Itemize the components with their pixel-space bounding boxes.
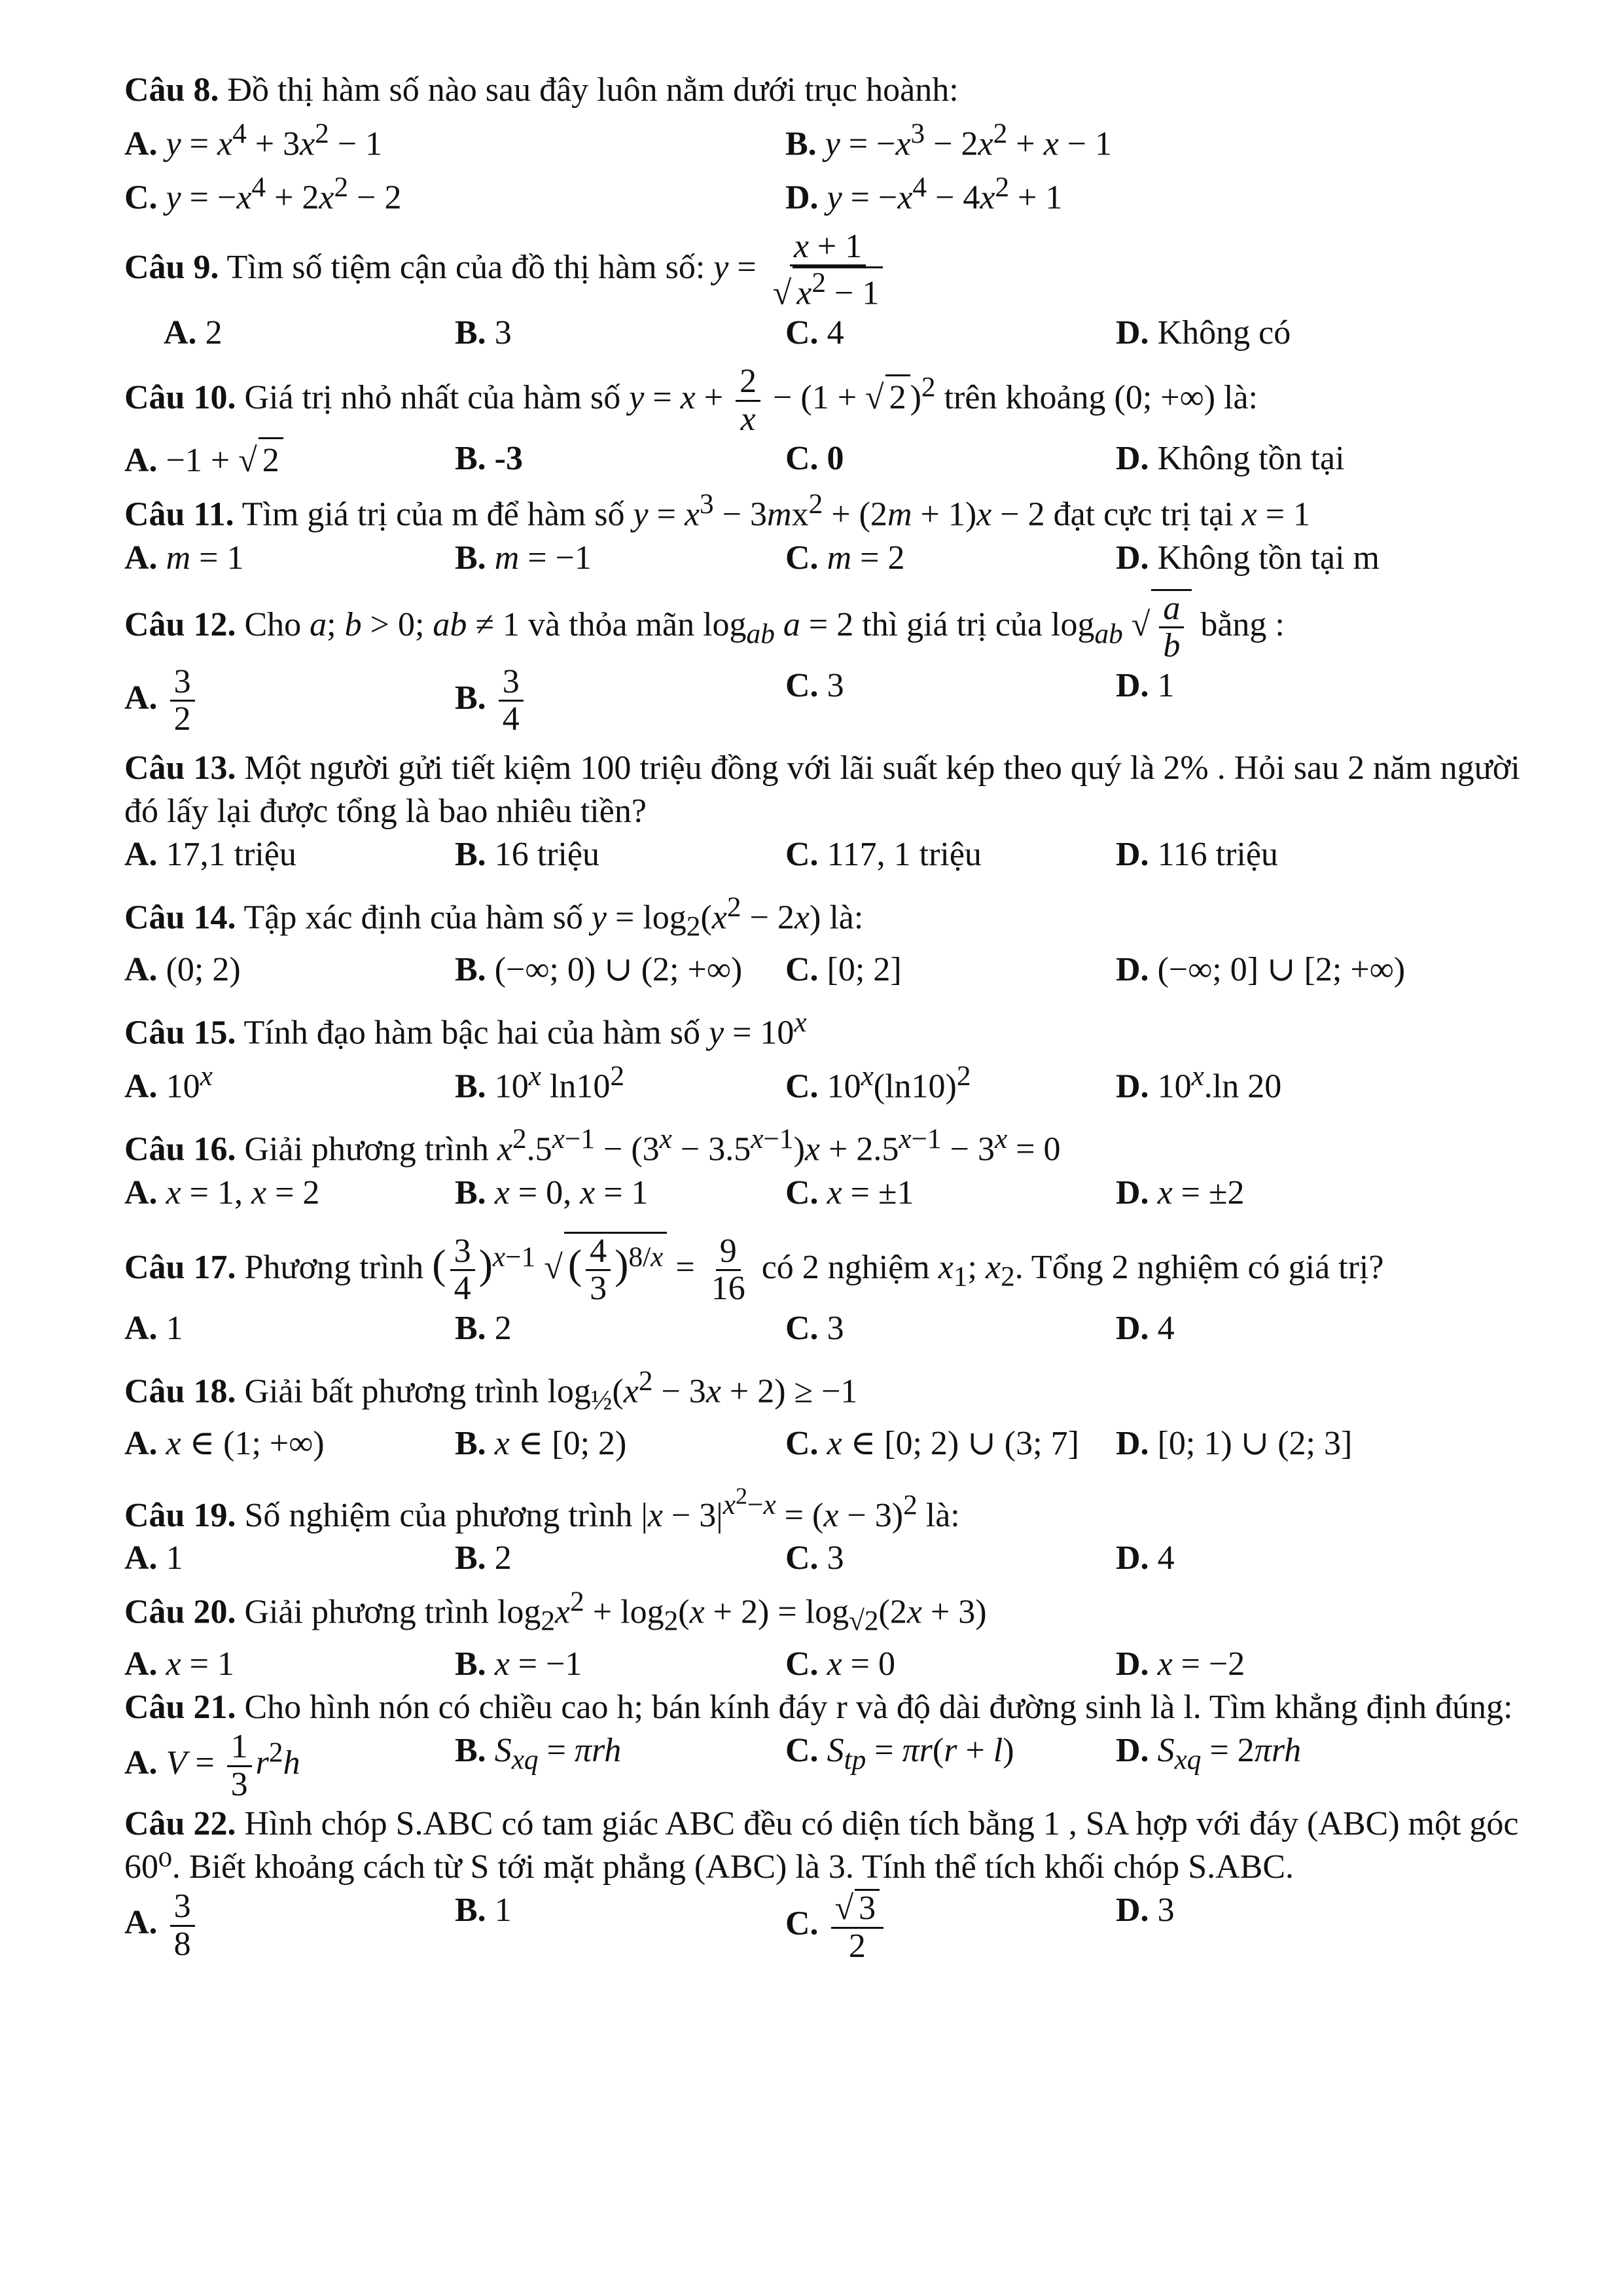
options-row	[124, 1307, 1538, 1350]
question-number: Câu 15.	[124, 1014, 236, 1052]
question-20: Câu 20. Giải phương trình $\log_2x^2 + \log_2(x + 2) = \log_{√2}(2x + 3)$ A. x = 1 B. x = −1 C. x = 0 D. x = −2	[124, 1580, 1538, 1686]
option-b[interactable]: B. 16 triệu	[455, 836, 599, 874]
question-stem: Tìm số tiệm cận của đồ thị hàm số:	[226, 248, 705, 286]
question-number: Câu 16.	[124, 1130, 236, 1168]
question-number: Câu 17.	[124, 1248, 236, 1286]
option-a[interactable]: A. x = 1, x = 2	[124, 1174, 320, 1211]
option-a[interactable]: A. V = $\frac{1}{3}$ $r^2h$	[124, 1728, 300, 1803]
question-16: Câu 16. Giải phương trình $x^2.5^{x-1} - (3^x - 3.5^{x-1})x + 2.5^{x-1} - 3^x = 0$ A. x = 1, x = 2 B. x = 0, x = 1 C. x = ±1 D. x = ±2	[124, 1117, 1538, 1214]
option-c[interactable]: C. m = 2	[785, 539, 905, 577]
option-a[interactable]: A. x = 1	[124, 1645, 234, 1683]
option-c[interactable]: C. $S_{tp} = \pi r(r + l)$	[785, 1732, 1014, 1776]
option-a[interactable]: A. 1	[124, 1539, 183, 1577]
option-d[interactable]: D. [0; 1) ∪ (2; 3]	[1116, 1424, 1353, 1462]
options-row	[124, 166, 1538, 219]
option-c[interactable]: C. $10^x(\ln 10)^2$	[785, 1060, 971, 1105]
question-number: Câu 11.	[124, 495, 234, 533]
options-row	[124, 833, 1538, 876]
question-number: Câu 20.	[124, 1593, 236, 1631]
options-row	[124, 1422, 1538, 1465]
option-b[interactable]: B. 3	[455, 314, 512, 352]
option-b[interactable]: B. m = −1	[455, 539, 592, 577]
question-13: Câu 13. Một người gửi tiết kiệm 100 triệu đồng với lãi suất kép theo quý là 2% . Hỏi sau 2 năm người đó lấy lại được tổng là bao nhiêu tiền? A. 17,1 triệu B. 16 triệu C. 117, 1 triệu D. 116 triệu	[124, 747, 1538, 876]
option-b[interactable]: B. $y = -x^3 - 2x^2 + x - 1$	[785, 118, 1113, 163]
question-11: Câu 11. Tìm giá trị của m để hàm số $y = x^3 - 3mx^2 + (2m + 1)x - 2$ đạt cực trị tại x = 1 A. m = 1 B. m = −1 C. m = 2 D. Không tồn tại m	[124, 482, 1538, 579]
question-12: Câu 12. Cho a; b > 0; ab ≠ 1 và thỏa mãn $\log_{ab} a = 2$ thì giá trị của $\log_{ab}$ √ $\frac{a}{b}$ bằng : A. $\frac{3}{2}$ B. $\frac{3}{4}$ C. 3 D. 1	[124, 589, 1538, 738]
option-c[interactable]: C. 117, 1 triệu	[785, 836, 982, 874]
option-b[interactable]: B. x ∈ [0; 2)	[455, 1424, 627, 1462]
option-d[interactable]: D. x = ±2	[1116, 1174, 1245, 1211]
question-number: Câu 10.	[124, 379, 236, 417]
option-c[interactable]: C. x = ±1	[785, 1174, 914, 1211]
option-a[interactable]: A. 17,1 triệu	[124, 836, 296, 874]
options-row	[124, 312, 1538, 355]
option-a[interactable]: A. (0; 2)	[124, 950, 241, 988]
option-a[interactable]: A. m = 1	[124, 539, 244, 577]
option-a[interactable]: A. $\frac{3}{2}$	[124, 664, 455, 738]
option-d[interactable]: D. 1	[1116, 666, 1175, 704]
exam-page	[124, 69, 1538, 1965]
option-a[interactable]: A. x ∈ (1; +∞)	[124, 1424, 325, 1462]
option-d[interactable]: D. Không có	[1116, 314, 1291, 352]
options-row	[124, 112, 1538, 166]
question-number: Câu 14.	[124, 899, 236, 937]
option-c[interactable]: C. 0	[785, 440, 844, 478]
question-22: Câu 22. Hình chóp S.ABC có tam giác ABC đều có diện tích bằng 1 , SA hợp với đáy (ABC) một góc 60⁰. Biết khoảng cách từ S tới mặt phẳng (ABC) là 3. Tính thể tích khối chóp S.ABC. A. $\frac{3}{8}$ B. 1 C. $\frac{√ 3}{2}$ D. 3	[124, 1803, 1538, 1964]
option-d[interactable]: D. 3	[1116, 1892, 1175, 1929]
formula: y	[713, 248, 729, 286]
formula-fraction: $\frac{x + 1}{√ x^2 - 1}$	[769, 229, 887, 312]
options-row	[124, 1054, 1538, 1108]
question-17: Câu 17. Phương trình ( $\frac{3}{4}$ )$^{x-1}$ √ ( $\frac{4}{3}$ )$^{8/x}$ = $\frac{9}{16}$ có 2 nghiệm $x_1$; $x_2$. Tổng 2 nghiệm có giá trị? A. 1 B. 2 C. 3 D. 4	[124, 1232, 1538, 1350]
option-a[interactable]: A. $\frac{3}{8}$	[124, 1889, 455, 1964]
options-row	[124, 1172, 1538, 1215]
option-d[interactable]: D. $S_{xq} = 2\pi rh$	[1116, 1732, 1302, 1776]
option-d[interactable]: D. (−∞; 0] ∪ [2; +∞)	[1116, 950, 1406, 988]
question-number: Câu 12.	[124, 605, 236, 643]
options-row	[124, 1643, 1538, 1686]
question-number: Câu 9.	[124, 248, 219, 286]
question-number: Câu 8.	[124, 71, 219, 109]
option-b[interactable]: B. -3	[455, 440, 523, 478]
question-number: Câu 13.	[124, 749, 236, 787]
option-c[interactable]: C. 4	[785, 314, 844, 352]
options-row	[124, 537, 1538, 580]
option-d[interactable]: D. 10$^x$.ln 20	[1116, 1060, 1282, 1105]
option-d[interactable]: D. 4	[1116, 1539, 1175, 1577]
option-a[interactable]: A. 2	[164, 314, 223, 352]
option-d[interactable]: D. 4	[1116, 1309, 1175, 1347]
option-d[interactable]: D. $y = -x^4 - 4x^2 + 1$	[785, 171, 1063, 217]
option-b[interactable]: B. 10$^x$ $\ln 10^2$	[455, 1060, 625, 1105]
option-a[interactable]: A. $y = x^4 + 3x^2 - 1$	[124, 118, 383, 163]
question-stem: Đồ thị hàm số nào sau đây luôn nằm dưới trục hoành:	[227, 71, 959, 109]
question-number: Câu 22.	[124, 1805, 236, 1843]
option-b[interactable]: B. $S_{xq} = \pi rh$	[455, 1732, 622, 1776]
question-number: Câu 19.	[124, 1496, 236, 1534]
option-c[interactable]: C. 3	[785, 666, 844, 704]
options-row	[124, 664, 1538, 738]
option-b[interactable]: B. 2	[455, 1309, 512, 1347]
option-d[interactable]: D. Không tồn tại m	[1116, 539, 1380, 577]
options-row	[124, 437, 1538, 482]
question-10: Câu 10. Giá trị nhỏ nhất của hàm số y = x + $\frac{2}{x}$ − (1 + √ 2 )$^2$ trên khoảng (0; +∞) là: A. −1 + √ 2 B. -3 C. 0 D. Không tồn tại	[124, 364, 1538, 482]
option-c[interactable]: C. 3	[785, 1309, 844, 1347]
question-9: Câu 9. Tìm số tiệm cận của đồ thị hàm số: y = $\frac{x + 1}{√ x^2 - 1}$ A. 2 B. 3 C. 4 D. Không có	[124, 229, 1538, 355]
option-c[interactable]: C. [0; 2]	[785, 950, 902, 988]
question-19: Câu 19. Số nghiệm của phương trình $|x - 3|^{x^2-x} = (x - 3)^2$ là: A. 1 B. 2 C. 3 D. 4	[124, 1475, 1538, 1581]
option-a[interactable]: A. 1	[124, 1309, 183, 1347]
option-b[interactable]: B. 2	[455, 1539, 512, 1577]
options-row	[124, 1729, 1538, 1803]
option-b[interactable]: B. x = −1	[455, 1645, 582, 1683]
question-number: Câu 21.	[124, 1689, 236, 1727]
options-row	[124, 1537, 1538, 1580]
option-b[interactable]: B. x = 0, x = 1	[455, 1174, 649, 1211]
options-row	[124, 948, 1538, 992]
question-18: Câu 18. Giải bất phương trình $\log_{\frac{1}{2}}(x^2 - 3x + 2) \ge -1$ A. x ∈ (1; +∞) B. x ∈ [0; 2) C. x ∈ [0; 2) ∪ (3; 7] D. [0; 1) ∪ (2; 3]	[124, 1359, 1538, 1465]
option-b[interactable]: B. $\frac{3}{4}$	[455, 664, 785, 738]
option-c[interactable]: C. x ∈ [0; 2) ∪ (3; 7]	[785, 1424, 1079, 1462]
option-c[interactable]: C. 3	[785, 1539, 844, 1577]
question-21: Câu 21. Cho hình nón có chiều cao h; bán kính đáy r và độ dài đường sinh là l. Tìm khẳng định đúng: A. V = $\frac{1}{3}$ $r^2h$ B. $S_{xq} = \pi rh$ C. $S_{tp} = \pi r(r + l)$ D. $S_{xq} = 2\pi rh$	[124, 1686, 1538, 1803]
option-b[interactable]: B. (−∞; 0) ∪ (2; +∞)	[455, 950, 743, 988]
question-14: Câu 14. Tập xác định của hàm số $y = \log_2(x^2 - 2x)$ là: A. (0; 2) B. (−∞; 0) ∪ (2; +∞) C. [0; 2] D. (−∞; 0] ∪ [2; +∞)	[124, 886, 1538, 992]
option-d[interactable]: D. 116 triệu	[1116, 836, 1278, 874]
option-a[interactable]: A. −1 + √ 2	[124, 437, 455, 482]
question-8	[124, 69, 1538, 220]
option-d[interactable]: D. x = −2	[1116, 1645, 1245, 1683]
option-c[interactable]: C. $y = -x^4 + 2x^2 - 2$	[124, 171, 402, 217]
option-d[interactable]: D. Không tồn tại	[1116, 440, 1345, 478]
option-c[interactable]: C. x = 0	[785, 1645, 895, 1683]
options-row	[124, 1889, 1538, 1964]
question-number: Câu 18.	[124, 1372, 236, 1410]
option-b[interactable]: B. 1	[455, 1892, 512, 1929]
option-a[interactable]: A. 10$^x$	[124, 1060, 213, 1105]
option-c[interactable]: C. $\frac{√ 3}{2}$	[785, 1889, 1116, 1964]
question-15: Câu 15. Tính đạo hàm bậc hai của hàm số $y = 10^x$ A. 10$^x$ B. 10$^x$ $\ln 10^2$ C. $10^x(\ln 10)^2$ D. 10$^x$.ln 20	[124, 1001, 1538, 1109]
